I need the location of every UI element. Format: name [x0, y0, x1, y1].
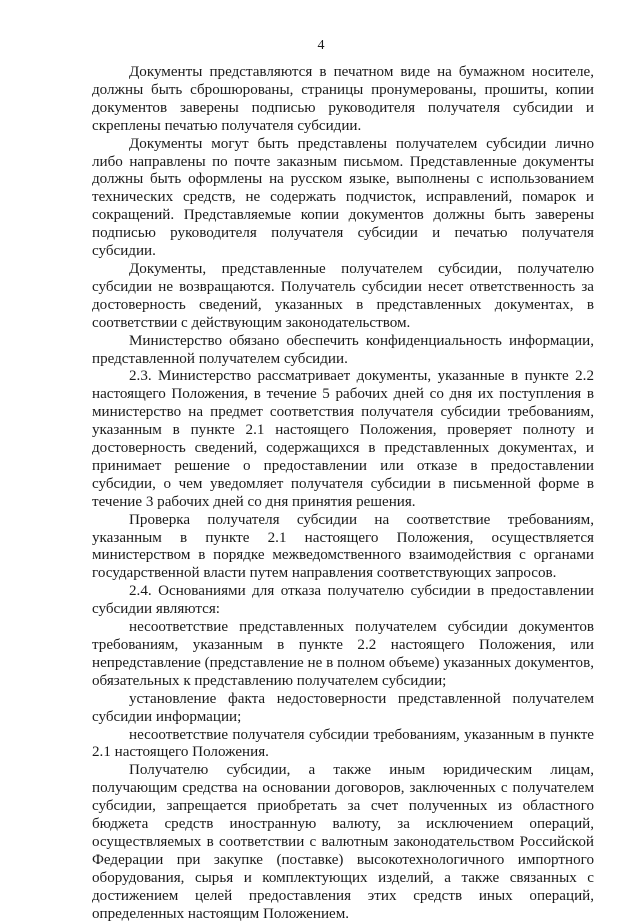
paragraph-refusal-ground-false-info: установление факта недостоверности представленной получателем субсидии информации;: [92, 690, 594, 725]
paragraph-2-4-refusal-grounds: 2.4. Основаниями для отказа получателю субсидии в предоставлении субсидии являются:: [92, 583, 594, 618]
page-number: 4: [317, 38, 325, 53]
paragraph-documents-not-returned: Документы, представленные получателем субсидии, получателю субсидии не возвращаются. Получатель субсидии несет ответственность за достоверность сведений, указанных в представленных документах, в соответствии с действующим законодательством.: [92, 260, 594, 331]
paragraph-documents-format: Документы представляются в печатном виде на бумажном носителе, должны быть сброшюрованы, страницы пронумерованы, прошиты, копии документов заверены подписью руководителя получателя субсидии и скреплены печатью получателя субсидии.: [92, 64, 594, 134]
paragraph-confidentiality: Министерство обязано обеспечить конфиденциальность информации, представленной получателем субсидии.: [92, 332, 594, 367]
paragraph-2-3-review: 2.3. Министерство рассматривает документы, указанные в пункте 2.2 настоящего Положения, в течение 5 рабочих дней со дня их поступления в министерство на предмет соответствия получателя субсидии требованиям, указанным в пункте 2.1 настоящего Положения, проверяет полноту и достоверность сведений, содержащихся в представленных документах, и принимает решение о предоставлении или отказе в предоставлении субсидии, о чем уведомляет получателя субсидии в письменной форме в течение 3 рабочих дней со дня принятия решения.: [92, 368, 594, 510]
paragraph-compliance-check: Проверка получателя субсидии на соответствие требованиям, указанным в пункте 2.1 настоящего Положения, осуществляется министерством в порядке межведомственного взаимодействия с органами государственной власти путем направления соответствующих запросов.: [92, 511, 594, 582]
paragraph-refusal-ground-requirements: несоответствие получателя субсидии требованиям, указанным в пункте 2.1 настоящего Положения.: [92, 726, 594, 761]
paragraph-refusal-ground-documents: несоответствие представленных получателем субсидии документов требованиям, указанным в пункте 2.2 настоящего Положения, или непредставление (представление не в полном объеме) указанных документов, обязательных к представлению получателем субсидии;: [92, 619, 594, 689]
paragraph-documents-submission: Документы могут быть представлены получателем субсидии лично либо направлены по почте заказным письмом. Представленные документы должны быть оформлены на русском языке, выполнены с использованием технических средств, не содержать подчисток, исправлений, помарок и сокращений. Представляемые копии документов должны быть заверены подписью руководителя получателя субсидии и печатью получателя субсидии.: [92, 135, 594, 260]
paragraph-currency-prohibition: Получателю субсидии, а также иным юридическим лицам, получающим средства на основании договоров, заключенных с получателем субсидии, запрещается приобретать за счет полученных из областного бюджета средств иностранную валюту, за исключением операций, осуществляемых в соответствии с валютным законодательством Российской Федерации при закупке (поставке) высокотехнологичного импортного оборудования, сырья и комплектующих изделий, а также связанных с достижением целей предоставления этих средств иных операций, определенных настоящим Положением.: [92, 762, 594, 922]
